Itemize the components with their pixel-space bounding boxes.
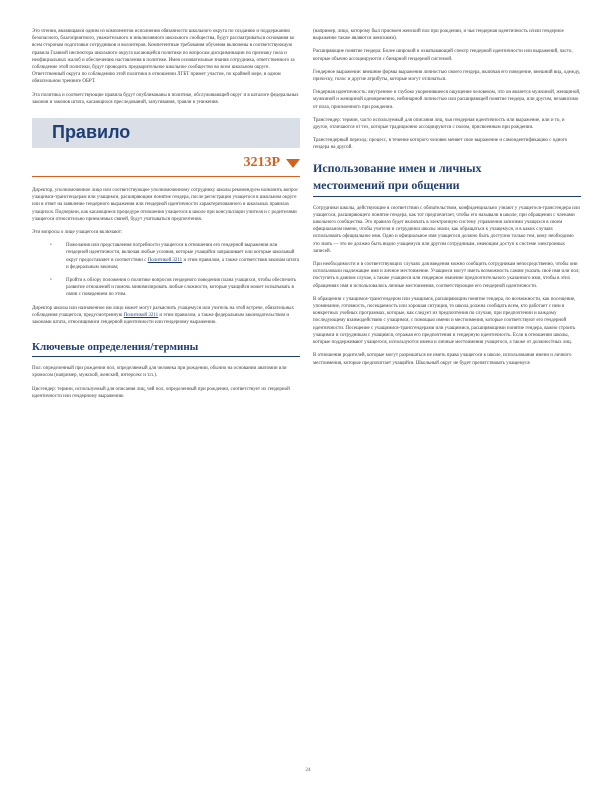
rule-body-paragraph: Директор, уполномоченное лицо или соответствующее уполномоченному сотруднику школы рекомендуем назначить вопрос учащимся-трансгендерам или учащимся, расширяющим понятие гендера, после регистрации учащегося в школьном округе или в ответ на заявление гендерного выражения или гендерной идентичности характеризованного в школьных правилах учащихся. Подчеркни, как касающиеся процедуре отношения учащегося в школе при консультации учителя и с родителями учащегося относительно приемлемых связей, будут учитываться предпочтения. [32, 188, 299, 222]
definition-cisgender: Цисгендер: термин, используемый для описания лиц, чей пол, определенный при рождении, соответствует их гендерной идентичности или гендерному выражению [32, 386, 290, 399]
bullet-1-after: и этим правилом, а также соответствия законам штата и федеральным законам; [66, 257, 299, 270]
page-number: 24 [305, 768, 311, 773]
policy-link[interactable]: Политикой 3211 [123, 312, 159, 318]
names-paragraph: В обращении с учащимся-трансгендером или учащимся, расширяющим понятие гендера, по возможности, как посещение, упоминание, готовность, посещаемость или хорошая ситуация, то школа должна сообщать всем, кто работает с ним в конкретных учебных программах, которые, как следует из предпочтения по случаю, при предпочтении и каждому последующему взаимодействию с учащимся, с помощью имени и местоимения, которые соответствуют его гендерной идентичности. Посещение с учащимися-трансгендерами или учащимися, расширяющими понятие гендера, важно строить учащимся и сотрудникам с учащимся, отражая его предпочтения и гендерную идентичность. Если в отношении школы, которые поддерживают учащегося, используются имена и личные местоимения учащегося, а также от должностных лиц. [313, 296, 576, 346]
rule-title: Правило [52, 122, 131, 143]
definition-paragraph: (например, лицо, которому был присвоен женский пол при рождении, и чья гендерная идентичность и/или гендерное выражение также являются женскими). [313, 29, 564, 42]
left-column [32, 0, 300, 406]
definition-paragraph: Трансгендерный переход: процесс, в течение которого человек меняет свое выражение и самоидентификацию с одного гендера на другой. [313, 138, 568, 151]
intro-paragraph-1: Это чтения, являющаяся одним из компонентов исполнения обязанности школьного округа по созданию и поддержанию безопасного, благоприятного, уважительного и инклюзивного школьного сообщества, будут рассматриваться основания ко всем сторонам подготовки сотрудников и волонтеров. Компетентные требования обучения включены в соответствующую правила Главной инспектора школьного округа касающейся политики по вопросам дискриминации по признаку пола и неофициальных жалоб и обеспечению наставления в политике. Имея основательные знания сотрудника, ответственного за соблюдение этой политики, будут проводить предварительное школьное сообщество во всем школьном округе. Ответственный округа по соблюдению этой политики в отношении ЛГБТ примет участие, по крайней мере, в одном обязательном тренинге ОБРТ. [32, 29, 295, 85]
names-paragraph: Сотрудники школы, действующие в соответствии с обязательством, конфиденциально узнают у учащегося-трансгендера или учащегося, расширяющего понятие гендера, как тот предпочитает, чтобы его называли в школе, при обращении с членами школьного сообщества. Это правило будет включать в электронную систему управления записями учащихся в своем официальном имени, чтобы учителя и сотрудники школы знали, как обращаться к учащемуся, и в каких случаях использовать официальное имя. Одно и официальное имя учащегося должно быть доступно только тем, кому необходимо это знать — это не должно быть видно учащемуся или другим сотрудникам, имеющим доступ к системе электронных записей. [313, 205, 580, 254]
rule-code: 3213Р [243, 155, 280, 171]
bullet-icon: • [50, 243, 52, 249]
closing-paragraph [32, 305, 300, 327]
triangle-down-icon [286, 159, 300, 168]
list-item [50, 277, 300, 299]
bullets-intro: Эти вопросы о лице учащегося включают: [32, 230, 123, 236]
bullet-text-2: Пройти к обзору положения о политике вопросов гендерного поведения плана учащихся, чтобы обеспечить развитие отношений и помочь минимизировать любые сложности, которые учащийся может испытывать в связи с поведением по этим. [66, 278, 297, 298]
intro-paragraph-2: Эта политика и соответствующие правила будут опубликованы в политике, обслуживающей округ и в каталоге федеральных законов и законов штата, касающихся преследований, запугивания, травли и унижения. [32, 92, 299, 105]
bullet-icon: • [50, 278, 52, 284]
blue-divider [32, 356, 300, 357]
orange-divider [32, 176, 300, 177]
names-heading-line-2: местоимений при общении [313, 177, 460, 192]
blue-divider [313, 196, 581, 197]
names-heading-line-1: Использование имен и личных [313, 160, 482, 175]
rule-code-row [32, 152, 300, 174]
list-item [50, 242, 300, 271]
closing-after: и этим правилом, а также федеральным законодательством и законами штата, относящимися гендерной идентичности или гендерному выражению. [32, 312, 290, 326]
definition-sex: Пол: определенный при рождении пол, определяемый для человека при рождении, обычно на основании анатомии или хромосом (например, мужской, женский, интерсекс и т.п.). [32, 366, 287, 379]
definition-paragraph: Трансгендер: термин, часто используемый для описания лиц, чья гендерная идентичность или выражение, или и то, и другое, отличаются от тех, которые традиционно ассоциируются с полом, присвоенным при рождении. [313, 117, 565, 131]
names-paragraph: В отношении родителей, которые могут разрешаться не иметь права учащегося к школе, использования имени и личного местоимения, которые предпочитает учащийся. Школьный округ не будет препятствовать учащемуся [313, 353, 572, 366]
rule-banner [32, 118, 300, 148]
names-paragraph: При необходимости и в соответствующих случаях для введения можно сообщить сотрудникам непосредственно, чтобы они использовали надлежащее имя и личное местоимение. Учащиеся могут иметь возможность самим указать своё имя или пол; поступить в данном случае, а также учащиеся или гендерное значение предпочтительного указанного ими, чтобы в этих обращениях имя и использовались личные местоимения, соответствующие его гендерной идентичности. [313, 262, 580, 289]
key-definitions-heading: Ключевые определения/термины [32, 341, 199, 354]
closing-before: Директор школы или назначенное им лицо может могут разъяснить учащемуся или учитель на этой встрече, обязательных соблюдения учащегося, предусмотренную [32, 305, 294, 318]
definition-paragraph: Гендерное выражение: внешние формы выражения личностью своего гендера, включая его поведение, внешний вид, одежду, прическу, голос и другие атрибуты, которые могут отличаться. [313, 69, 581, 83]
bullet-text-1 [66, 242, 300, 271]
definition-paragraph: Расширяющие понятие гендера: Более широкий и охватывающий спектр гендерной идентичности или выражений, часто, которые обычно ассоциируются с бинарной гендерной системой. [313, 49, 573, 62]
names-pronouns-heading [313, 160, 581, 194]
right-column [313, 0, 581, 373]
policy-link[interactable]: Политикой 3211 [147, 257, 183, 263]
definition-paragraph: Гендерная идентичность: внутреннее и глубоко укоренившееся ощущение человеком, что он является мужчиной, женщиной, мужчиной и женщиной одновременно, небинарной личностью или расширяющей понятие гендера, или другим, независимо от пола, присвоенного при рождении. [313, 90, 581, 110]
bullet-1-before: Пожелания или представления потребности учащегося в отношении его гендерной выражения или гендерной идентичности, включая любые условия, которые учащийся запрашивает или которые школьный округ предоставляет в соответствии с [66, 243, 295, 263]
bullet-list [32, 242, 300, 298]
